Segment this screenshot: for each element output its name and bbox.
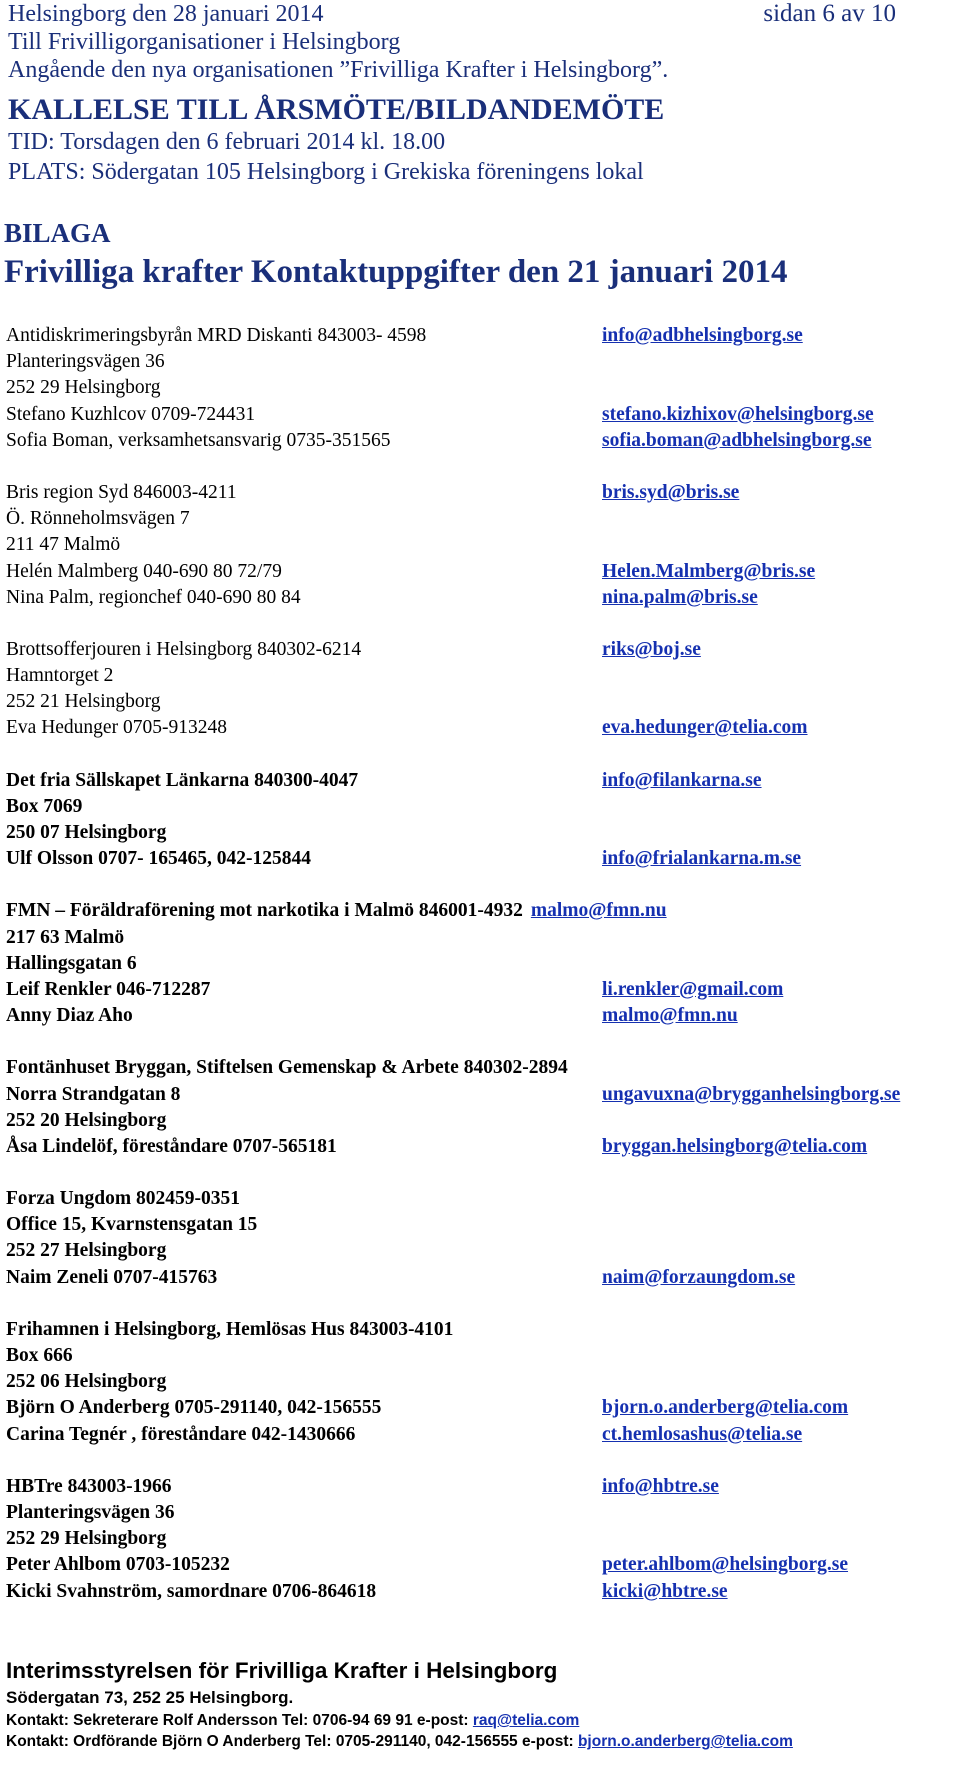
contact-text: Frihamnen i Helsingborg, Hemlösas Hus 843003-4101 [6,1318,454,1340]
email-link[interactable]: Helen.Malmberg@bris.se [602,560,816,582]
email-link[interactable]: nina.palm@bris.se [602,586,758,608]
to-line: Till Frivilligorganisationer i Helsingborg [8,29,401,55]
contact-text: Kicki Svahnström, samordnare 0706-864618 [6,1580,377,1602]
contact-text: Box 666 [6,1345,73,1366]
contact-text: 217 63 Malmö [6,926,125,948]
page-title: Frivilliga krafter Kontaktuppgifter den 21 januari 2014 [4,254,788,290]
email-link[interactable]: malmo@fmn.nu [602,1005,738,1027]
contact-row [6,506,956,532]
contact-row [6,428,956,454]
contact-text: Bris region Syd 846003-4211 [6,481,237,503]
contact-row [6,1474,956,1500]
email-link[interactable]: ungavuxna@brygganhelsingborg.se [602,1083,901,1105]
contact-row [6,559,956,585]
contact-text: 252 29 Helsingborg [6,377,161,399]
contact-row [6,898,956,924]
contact-row [6,951,956,977]
contact-row [6,1003,956,1029]
kallelse-heading: KALLELSE TILL ÅRSMÖTE/BILDANDEMÖTE [8,93,665,126]
contact-text: Åsa Lindelöf, föreståndare 0707-565181 [6,1135,337,1157]
contact-text: Ulf Olsson 0707- 165465, 042-125844 [6,848,311,870]
contact-text: Norra Strandgatan 8 [6,1083,181,1105]
contact-entry [6,1317,956,1448]
contact-text: HBTre 843003-1966 [6,1475,172,1497]
contact-text: Forza Ungdom 802459-0351 [6,1188,240,1210]
contact-row [6,375,956,401]
contact-row [6,637,956,663]
contact-row [6,323,956,349]
email-link[interactable]: stefano.kizhixov@helsingborg.se [602,403,874,425]
contact-text: Hallingsgatan 6 [6,952,137,974]
contact-row [6,820,956,846]
contact-row [6,1238,956,1264]
bilaga-label: BILAGA [4,218,111,248]
contact-row [6,715,956,741]
contact-text: 250 07 Helsingborg [6,822,167,843]
contact-entry [6,480,956,611]
contact-text: Office 15, Kvarnstensgatan 15 [6,1214,258,1236]
contact-text: 252 27 Helsingborg [6,1240,167,1262]
contact-entry [6,768,956,873]
contact-row [6,1526,956,1552]
contact-row [6,977,956,1003]
footer-contact-chair-text: Kontakt: Ordförande Björn O Anderberg Tel: 0705-291140, 042-156555 e-post: [6,1733,578,1750]
email-link[interactable]: riks@boj.se [602,638,701,660]
contact-row [6,768,956,794]
contact-row [6,1500,956,1526]
contact-text: Fontänhuset Bryggan, Stiftelsen Gemenskap & Arbete 840302-2894 [6,1057,568,1079]
footer-address: Södergatan 73, 252 25 Helsingborg. [6,1688,294,1707]
contact-row [6,1082,956,1108]
contact-row [6,1317,956,1343]
contact-row [6,1422,956,1448]
contact-row [6,925,956,951]
contact-text: Eva Hedunger 0705-913248 [6,717,227,739]
contact-text: Brottsofferjouren i Helsingborg 840302-6214 [6,638,362,660]
email-link[interactable]: info@adbhelsingborg.se [602,325,803,346]
footer-chair-email-link[interactable]: bjorn.o.anderberg@telia.com [577,1733,793,1750]
contact-text: Björn O Anderberg 0705-291140, 042-156555 [6,1397,382,1419]
contact-row [6,349,956,375]
footer [6,1656,793,1752]
email-link[interactable]: naim@forzaungdom.se [602,1266,796,1288]
contact-text: Det fria Sällskapet Länkarna 840300-4047 [6,769,359,791]
contact-row [6,1265,956,1291]
contact-text: Antidiskrimeringsbyrån MRD Diskanti 843003- 4598 [6,325,427,346]
contact-row [6,689,956,715]
contact-row [6,1579,956,1605]
date-line: Helsingborg den 28 januari 2014 [8,1,324,27]
contact-entry [6,1055,956,1160]
contact-text: Nina Palm, regionchef 040-690 80 84 [6,586,301,608]
contact-row [6,1055,956,1081]
email-link[interactable]: malmo@fmn.nu [530,900,667,922]
contact-row [6,480,956,506]
subject-line: Angående den nya organisationen ”Frivilliga Krafter i Helsingborg”. [8,57,669,83]
contact-row [6,846,956,872]
contact-row [6,663,956,689]
email-link[interactable]: info@hbtre.se [602,1475,719,1497]
contact-text: Sofia Boman, verksamhetsansvarig 0735-351565 [6,429,391,451]
contact-text: Anny Diaz Aho [6,1005,133,1027]
email-link[interactable]: info@filankarna.se [602,769,762,791]
contact-list [6,323,956,1631]
email-link[interactable]: bris.syd@bris.se [602,481,740,503]
contact-row [6,585,956,611]
contact-row [6,1186,956,1212]
contact-text: Helén Malmberg 040-690 80 72/79 [6,560,282,582]
contact-row [6,402,956,428]
contact-row [6,532,956,558]
contact-text: 252 06 Helsingborg [6,1371,167,1393]
contact-text: 211 47 Malmö [6,534,121,556]
footer-contact-secretary [6,1710,793,1731]
contact-row [6,794,956,820]
contact-text: Planteringsvägen 36 [6,351,165,373]
contact-text: Planteringsvägen 36 [6,1501,175,1523]
plats-line: PLATS: Södergatan 105 Helsingborg i Grekiska föreningens lokal [8,159,644,185]
footer-contact-secretary-text: Kontakt: Sekreterare Rolf Andersson Tel: 0706-94 69 91 e-post: [6,1712,473,1729]
contact-entry [6,637,956,742]
contact-row [6,1108,956,1134]
contact-text: 252 29 Helsingborg [6,1528,167,1550]
contact-row [6,1134,956,1160]
email-link[interactable]: li.renkler@gmail.com [602,978,784,1000]
contact-entry [6,898,956,1029]
contact-text: FMN – Föräldraförening mot narkotika i Malmö 846001-4932 [6,900,523,922]
contact-row [6,1369,956,1395]
footer-contact-chair [6,1731,793,1752]
contact-text: Box 7069 [6,795,83,817]
contact-entry [6,1474,956,1605]
email-link[interactable]: bryggan.helsingborg@telia.com [602,1135,868,1157]
contact-text: 252 21 Helsingborg [6,691,161,713]
contact-text: Peter Ahlbom 0703-105232 [6,1554,230,1576]
contact-text: Naim Zeneli 0707-415763 [6,1266,218,1288]
email-link[interactable]: ct.hemlosashus@telia.se [602,1423,803,1445]
contact-entry [6,323,956,454]
tid-line: TID: Torsdagen den 6 februari 2014 kl. 18.00 [8,129,446,155]
footer-secretary-email-link[interactable]: raq@telia.com [472,1712,580,1729]
email-link[interactable]: bjorn.o.anderberg@telia.com [602,1397,849,1419]
email-link[interactable]: eva.hedunger@telia.com [602,717,808,739]
email-link[interactable]: sofia.boman@adbhelsingborg.se [602,429,872,451]
contact-text: 252 20 Helsingborg [6,1109,167,1131]
email-link[interactable]: peter.ahlbom@helsingborg.se [602,1554,849,1576]
contact-row [6,1343,956,1369]
contact-entry [6,1186,956,1291]
contact-row [6,1552,956,1578]
contact-text: Ö. Rönneholmsvägen 7 [6,508,190,530]
footer-title: Interimsstyrelsen för Frivilliga Krafter i Helsingborg [6,1658,558,1683]
email-link[interactable]: kicki@hbtre.se [602,1580,728,1602]
contact-text: Leif Renkler 046-712287 [6,978,211,1000]
contact-text: Hamntorget 2 [6,665,114,687]
email-link[interactable]: info@frialankarna.m.se [602,848,802,870]
contact-text: Carina Tegnér , föreståndare 042-1430666 [6,1423,356,1445]
contact-text: Stefano Kuzhlcov 0709-724431 [6,403,256,425]
contact-row [6,1212,956,1238]
contact-row [6,1395,956,1421]
contact-text-with-email [6,898,667,924]
page-number: sidan 6 av 10 [763,0,896,27]
